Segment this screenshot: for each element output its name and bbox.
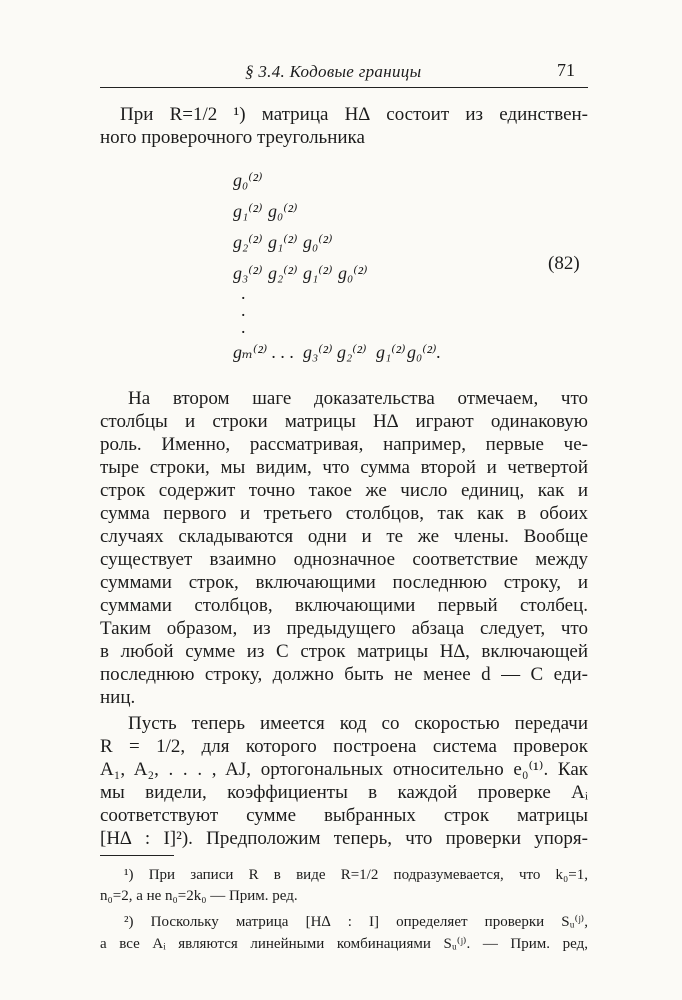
p1-line: тыре строки, мы видим, что сумма второй и четвертой [100, 457, 588, 478]
footnote-1-line-1: ¹) При записи R в виде R=1/2 подразумевается, что k₀=1, [124, 867, 588, 883]
footnote-2-line-1: ²) Поскольку матрица [H∆ : I] определяет проверки Sᵤ⁽ʲ⁾, [124, 914, 588, 930]
p2-line: R = 1/2, для которого построена система проверок [100, 736, 588, 757]
matrix-r4-c2: g₂⁽²⁾ [268, 263, 298, 283]
p1-line: строк содержит точно такое же число единиц, как и [100, 480, 588, 501]
matrix-r1-c1: g₀⁽²⁾ [233, 170, 263, 190]
footnote-rule [100, 855, 174, 856]
matrix-r3-c3: g₀⁽²⁾ [303, 232, 333, 252]
matrix-last-c3: g₂⁽²⁾ [337, 342, 367, 362]
p1-line: суммами строк, включающими последнюю строку, и [100, 572, 588, 593]
matrix-r2-c1: g₁⁽²⁾ [233, 201, 263, 221]
matrix-r4-c1: g₃⁽²⁾ [233, 263, 263, 283]
matrix-last-c4: g₁⁽²⁾ [376, 342, 406, 362]
p1-line: существует взаимно однозначное соответствие между [100, 549, 588, 570]
matrix-r3-c1: g₂⁽²⁾ [233, 232, 263, 252]
matrix-r4-c3: g₁⁽²⁾ [303, 263, 333, 283]
p2-line: мы видели, коэффициенты в каждой проверке Aᵢ [100, 782, 588, 803]
p1-line: Таким образом, из предыдущего абзаца следует, что [100, 618, 588, 639]
matrix-last-c2: g₃⁽²⁾ [303, 342, 333, 362]
matrix-r4-c4: g₀⁽²⁾ [338, 263, 368, 283]
matrix-dot-2: . [241, 300, 246, 320]
p1-line: столбцы и строки матрицы H∆ играют одинаковую [100, 411, 588, 432]
p1-line: случаях складываются одни и те же члены. Вообще [100, 526, 588, 547]
running-header-title: § 3.4. Кодовые границы [245, 62, 422, 81]
p1-line: ниц. [100, 687, 136, 708]
p2-line: соответствуют сумме выбранных строк матрицы [100, 805, 588, 826]
header-rule [100, 87, 588, 88]
footnote-1-line-2: n₀=2, а не n₀=2k₀ — Прим. ред. [100, 888, 298, 904]
p2-line: Пусть теперь имеется код со скоростью передачи [128, 713, 588, 734]
matrix-r2-c2: g₀⁽²⁾ [268, 201, 298, 221]
intro-line-1: При R=1/2 ¹) матрица H∆ состоит из единствен- [120, 104, 588, 125]
p1-line: суммами столбцов, включающими первый столбец. [100, 595, 588, 616]
matrix-dot-3: . [241, 317, 246, 337]
page-number: 71 [557, 60, 575, 80]
p2-line: A₁, A₂, . . . , AJ, ортогональных относительно e₀⁽¹⁾. Как [100, 759, 588, 780]
p1-line: сумма первого и третьего столбцов, так как в обоих [100, 503, 588, 524]
p2-line: [H∆ : I]²). Предположим теперь, что проверки упоря- [100, 828, 588, 849]
footnote-2-line-2: а все Aᵢ являются линейными комбинациями Sᵤ⁽ʲ⁾. — Прим. ред, [100, 936, 588, 952]
p1-line: На втором шаге доказательства отмечаем, что [128, 388, 588, 409]
matrix-r3-c2: g₁⁽²⁾ [268, 232, 298, 252]
matrix-last-c5: g₀⁽²⁾. [407, 342, 441, 362]
p1-line: в любой сумме из C строк матрицы H∆, включающей [100, 641, 588, 662]
matrix-last-c1: gₘ⁽²⁾ . . . [233, 342, 295, 362]
equation-number: (82) [548, 253, 580, 274]
p1-line: роль. Именно, рассматривая, например, первые че- [100, 434, 588, 455]
intro-line-2: ного проверочного треугольника [100, 127, 365, 148]
p1-line: последнюю строку, должно быть не менее d — C еди- [100, 664, 588, 685]
matrix-dot-1: . [241, 283, 246, 303]
